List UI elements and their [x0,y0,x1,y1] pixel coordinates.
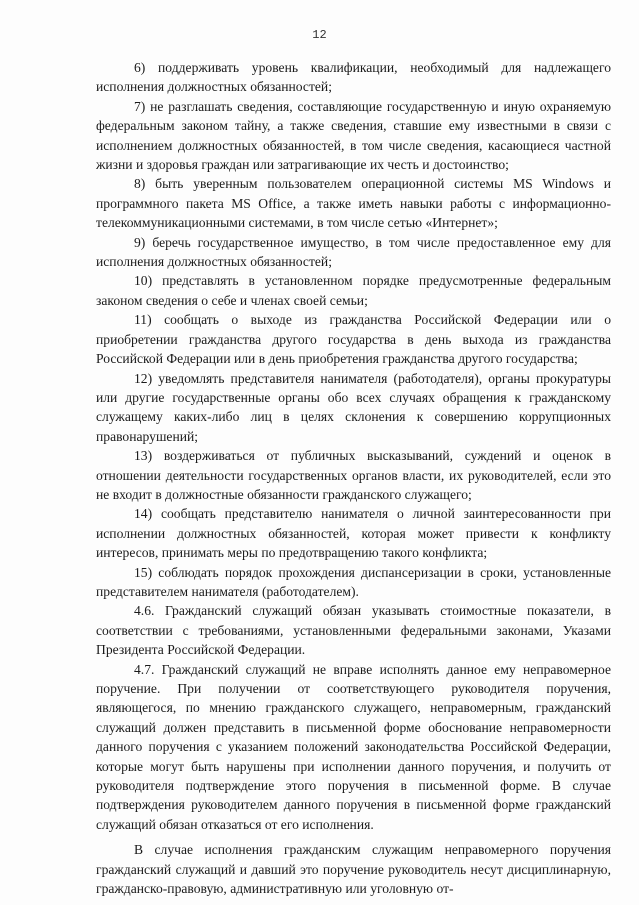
paragraph-liability: В случае исполнения гражданским служащим неправомерного поручения гражданский служащий и давший это поручение руководитель несут дисциплинарную, гражданско-правовую, административную или уголовную от- [96,842,611,897]
page-number: 12 [312,28,327,42]
paragraph-item-14: 14) сообщать представителю нанимателя о личной заинтересованности при исполнении должностных обязанностей, которая может привести к конфликту интересов, принимать меры по предотвращению такого конфликта; [96,506,611,561]
paragraph-item-13: 13) воздерживаться от публичных высказываний, суждений и оценок в отношении деятельности государственных органов власти, их руководителей, если это не входит в должностные обязанности гражданского служащего; [96,448,611,502]
paragraph-item-8: 8) быть уверенным пользователем операционной системы MS Windows и программного пакета MS Office, а также иметь навыки работы с информационно-телекоммуникационными системами, в том числе сетью «Интернет»; [96,176,611,231]
paragraph-item-9: 9) беречь государственное имущество, в том числе предоставленное ему для исполнения должностных обязанностей; [96,234,611,270]
paragraph-item-12: 12) уведомлять представителя нанимателя (работодателя), органы прокуратуры или другие государственные органы обо всех случаях обращения к гражданскому служащему каких-либо лиц в целях склонения к совершению коррупционных правонарушений; [96,370,611,444]
paragraph-item-7: 7) не разглашать сведения, составляющие государственную и иную охраняемую федеральным законом тайну, а также сведения, ставшие ему известными в связи с исполнением должностных обязанностей, в том числе сведения, касающиеся частной жизни и здоровья граждан или затрагивающие их честь и достоинство; [96,98,611,173]
paragraph-item-6: 6) поддерживать уровень квалификации, необходимый для надлежащего исполнения должностных обязанностей; [96,60,611,95]
paragraph-item-11: 11) сообщать о выходе из гражданства Российской Федерации или о приобретении гражданства другого государства в день выхода из гражданства Российской Федерации или в день приобретения гражданства другого государства; [96,312,611,367]
paragraph-section-4-7: 4.7. Гражданский служащий не вправе исполнять данное ему неправомерное поручение. При получении от соответствующего руководителя поручения, являющегося, по мнению гражданского служащего, неправомерным, гражданский служащий должен представить в письменной форме обоснование неправомерности данного поручения с указанием положений законодательства Российской Федерации, которые могут быть нарушены при исполнении данного поручения, и получить от руководителя подтверждение этого поручения в письменной форме. В случае подтверждения руководителем данного поручения в письменной форме гражданский служащий обязан отказаться от его исполнения. [96,661,611,832]
document-body [96,58,611,898]
paragraph-section-4-6: 4.6. Гражданский служащий обязан указывать стоимостные показатели, в соответствии с требованиями, установленными федеральными законами, Указами Президента Российской Федерации. [96,603,611,658]
paragraph-item-15: 15) соблюдать порядок прохождения диспансеризации в сроки, установленные представителем нанимателя (работодателем). [96,564,611,599]
paragraph-item-10: 10) представлять в установленном порядке предусмотренные федеральным законом сведения о себе и членах своей семьи; [96,273,611,308]
